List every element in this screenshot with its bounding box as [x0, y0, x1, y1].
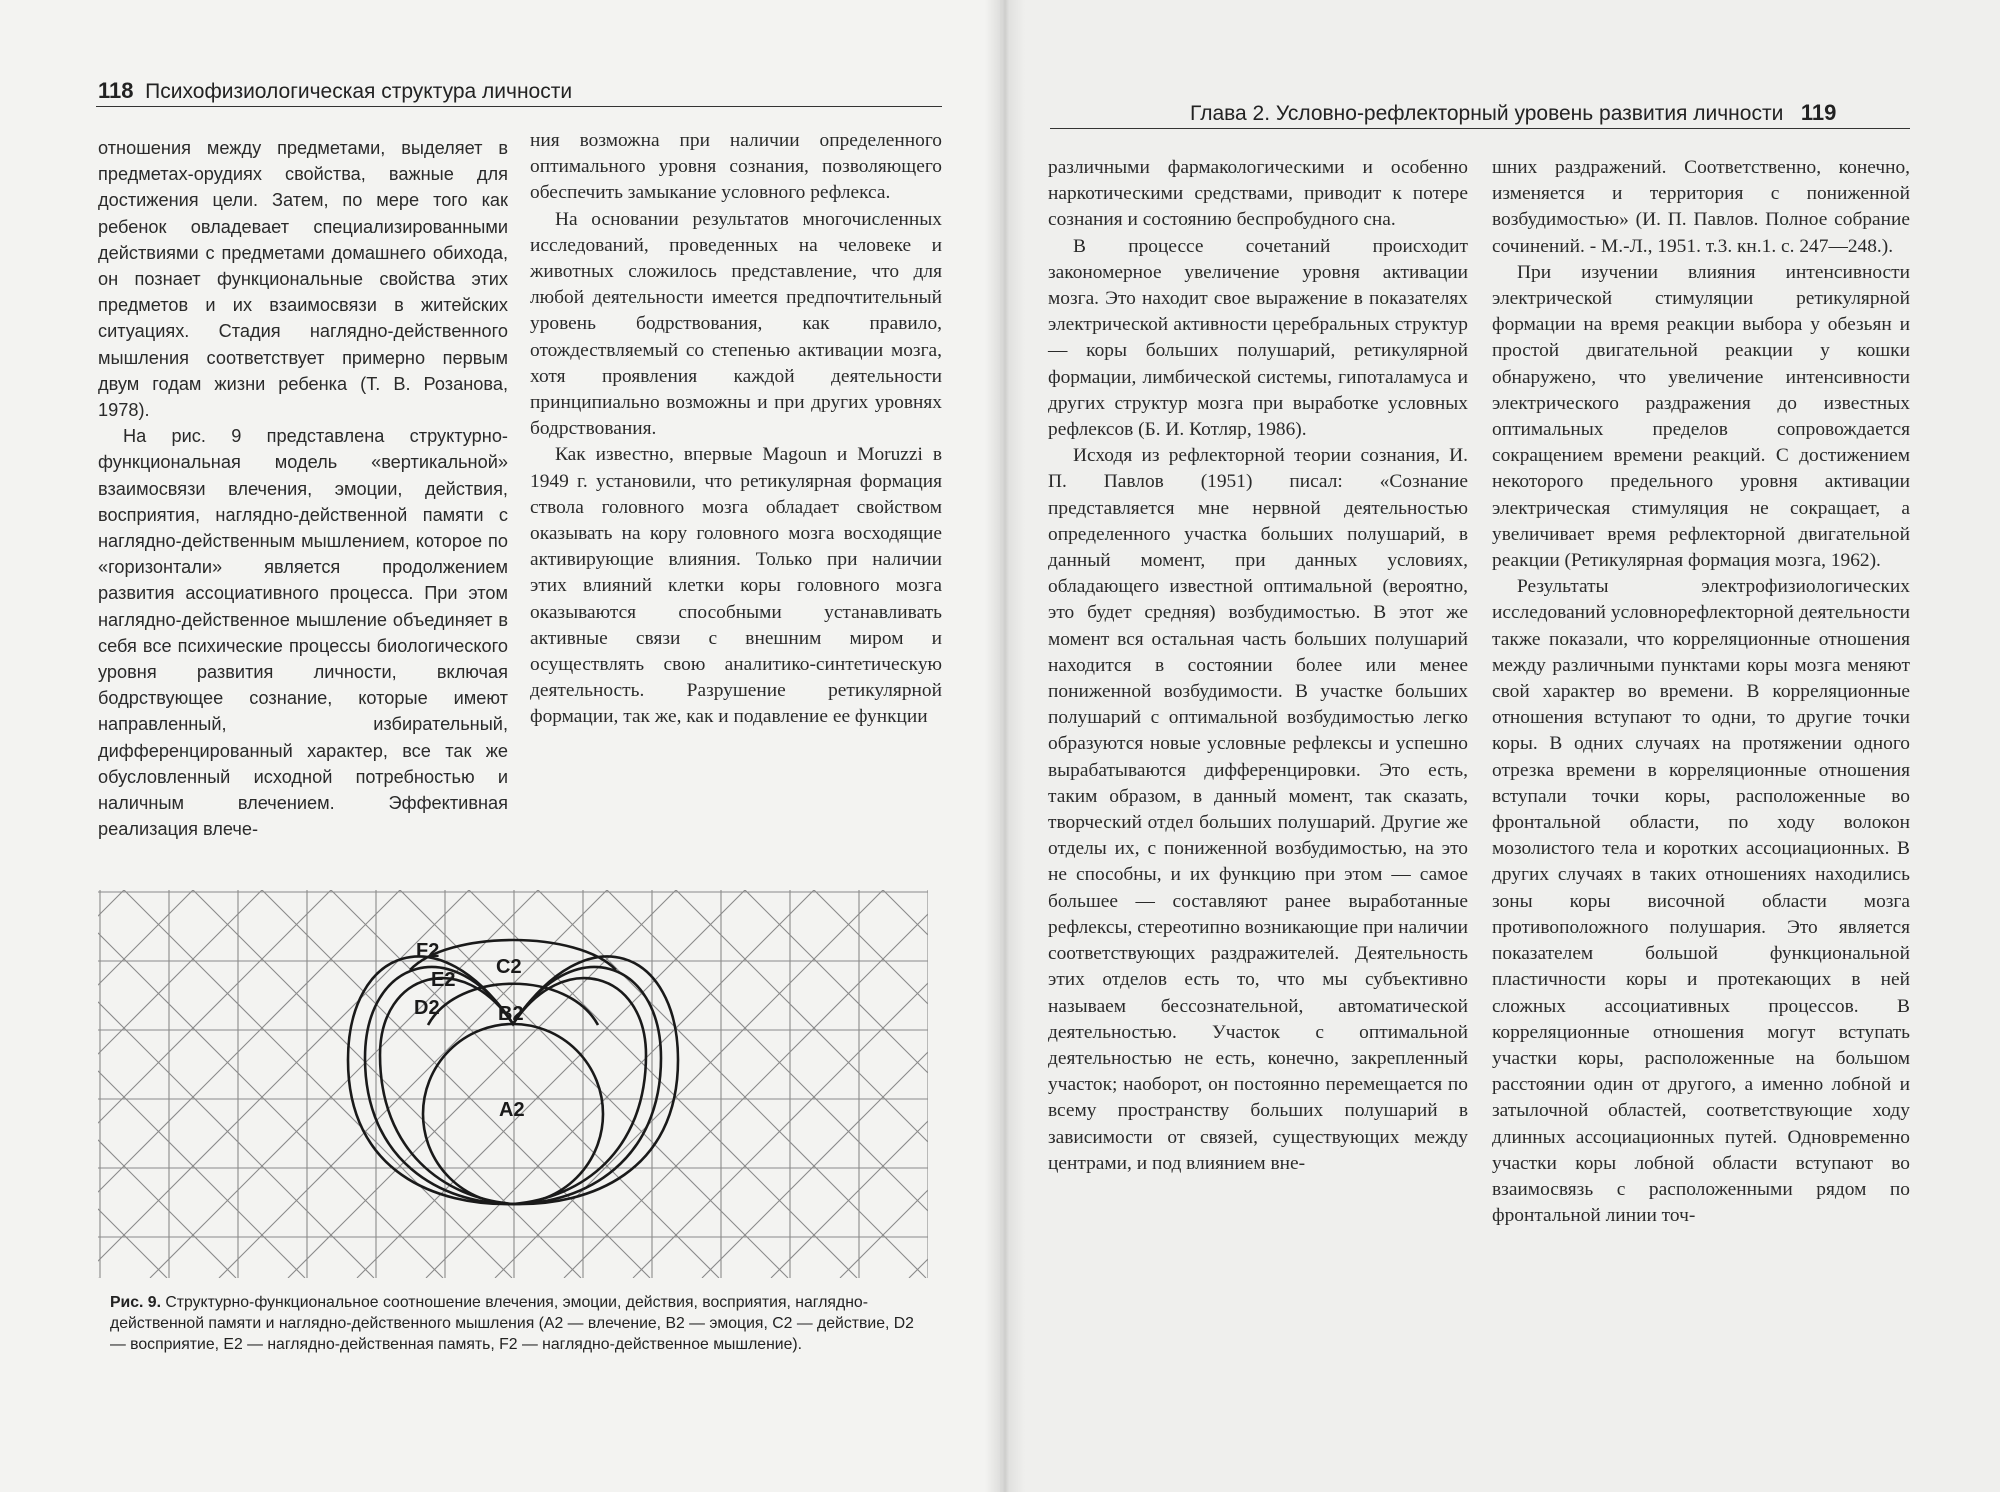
- book-gutter: [985, 0, 1025, 1492]
- left-col2-paragraph: Как известно, впервые Magoun и Moruzzi в 1949 г. установили, что ретикулярная формация ствола головного мозга обладает свойством оказывать на кору головного мозга восходящие активирующие влияния. Только при наличии этих влияний клетки коры головного мозга оказываются способными устанавливать активные связи с внешним миром и осуществлять свою аналитико-синтетическую деятельность. Разрушение ретикулярной формации, так же, как и подавление ее функции: [530, 444, 942, 728]
- label-b2: B2: [498, 1003, 524, 1025]
- left-col1-paragraph: На рис. 9 представлена структурно-функциональная модель «вертикальной» взаимосвязи влечения, эмоции, действия, восприятия, наглядно-действенной памяти с наглядно-действенным мышлением, которое по «горизонтали» является продолжением развития ассоциативного процесса. При этом наглядно-действенное мышление объединяет в себя все психические процессы биологического уровня развития личности, включая бодрствующее сознание, которые имеют направленный, избирательный, дифференцированный характер, все так же обусловленный исходной потребностью и наличным влечением. Эффективная реализация влече-: [98, 426, 508, 840]
- left-col1-paragraph: отношения между предметами, выделяет в предметах-орудиях свойства, важные для достижения цели. Затем, по мере того как ребенок овладевает специализированными действиями с предметами домашнего обихода, он познает функциональные свойства этих предметов и их взаимосвязи в житейских ситуациях. Стадия наглядно-действенного мышления соответствует примерно первым двум годам жизни ребенка (Т. В. Розанова, 1978).: [98, 138, 508, 421]
- label-d2: D2: [414, 997, 440, 1019]
- label-e2: E2: [431, 969, 456, 991]
- right-header-title: Глава 2. Условно-рефлекторный уровень развития личности: [1190, 102, 1784, 125]
- left-col2-paragraph: На основании результатов многочисленных исследований, проведенных на человеке и животных сложилось представление, что для любой деятельности имеется предпочтительный уровень бодрствования, как правило, отождествляемый со степенью активации мозга, хотя проявления каждой деятельности принципиально возможны и при других уровнях бодрствования.: [530, 208, 942, 440]
- right-col1-paragraph: различными фармакологическими и особенно наркотическими средствами, приводит к потере сознания и состоянию беспробудного сна.: [1048, 157, 1468, 231]
- right-header-rule: [1050, 128, 1910, 129]
- right-col2-paragraph: шних раздражений. Соответственно, конечно, изменяется и территория с пониженной возбудимостью» (И. П. Павлов. Полное собрание сочинений. - М.-Л., 1951. т.3. кн.1. с. 247—248.).: [1492, 157, 1910, 257]
- label-a2: A2: [499, 1099, 525, 1121]
- left-column-1: [98, 135, 508, 842]
- left-header-rule: [96, 106, 942, 107]
- right-page-number: 119: [1800, 100, 1837, 125]
- right-col1-paragraph: Исходя из рефлекторной теории сознания, И. П. Павлов (1951) писал: «Сознание представляется мне нервной деятельностью определенного участка больших полушарий, в данный момент, при данных условиях, обладающего известной оптимальной (вероятно, это будет средняя) возбудимостью. В этот же момент вся остальная часть больших полушарий находится в состоянии более или менее пониженной возбудимости. В участке больших полушарий с оптимальной возбудимостью легко образуются новые условные рефлексы и успешно вырабатываются дифференцировки. Это есть, таким образом, в данный момент, так сказать, творческий отдел больших полушарий. Другие же отделы их, с пониженной возбудимостью, на это не способны, и их функцию при этом — самое большее — составляют ранее выработанные рефлексы, стереотипно возникающие при наличии соответствующих раздражителей. Деятельность этих отделов есть то, что мы субъективно называем бессознательной, автоматической деятельностью. Участок с оптимальной деятельностью не есть, конечно, закрепленный участок; наоборот, он постоянно перемещается по всему пространству больших полушарий в зависимости от связей, существующих между центрами, и под влиянием вне-: [1048, 445, 1468, 1174]
- figure-caption-text: Структурно-функциональное соотношение влечения, эмоции, действия, восприятия, наглядно-действенной памяти и наглядно-действенного мышления (A2 — влечение, B2 — эмоция, C2 — действие, D2 — восприятие, E2 — наглядно-действенная память, F2 — наглядно-действенное мышление).: [110, 1294, 914, 1353]
- right-column-1: [1048, 155, 1468, 1177]
- right-col2-paragraph: При изучении влияния интенсивности электрической стимуляции ретикулярной формации на время реакции выбора у обезьян и простой двигательной реакции у кошки обнаружено, что увеличение интенсивности электрического раздражения до известных оптимальных пределов сопровождается сокращением времени реакций. С достижением некоторого предельного уровня активации электрическая стимуляция не сокращает, а увеличивает время рефлекторной двигательной реакции (Ретикулярная формация мозга, 1962).: [1492, 261, 1910, 572]
- right-column-2: [1492, 155, 1910, 1229]
- right-running-header: [1190, 100, 1836, 126]
- right-col1-paragraph: В процессе сочетаний происходит закономерное увеличение уровня активации мозга. Это находит свое выражение в показателях электрической активности церебральных структур — коры больших полушарий, ретикулярной формации, лимбической системы, гипоталамуса и других структур мозга при выработке условных рефлексов (Б. И. Котляр, 1986).: [1048, 235, 1468, 441]
- right-page: [1000, 0, 2000, 1492]
- left-column-2: [530, 128, 942, 731]
- left-running-header: [98, 78, 572, 104]
- lobes-f2: [348, 956, 678, 1204]
- left-page-number: 118: [98, 78, 134, 103]
- left-header-title: Психофизиологическая структура личности: [145, 80, 573, 103]
- figure-caption-label: Рис. 9.: [110, 1294, 161, 1311]
- figure-caption: [110, 1292, 925, 1355]
- left-col2-paragraph: ния возможна при наличии определенного оптимального уровня сознания, позволяющего обеспечить замыкание условного рефлекса.: [530, 130, 942, 204]
- label-f2: F2: [416, 940, 440, 962]
- label-c2: C2: [496, 956, 522, 978]
- figure-9-diagram: [98, 890, 928, 1278]
- figure-grid: [98, 890, 928, 1278]
- right-col2-paragraph: Результаты электрофизиологических исследований условнорефлекторной деятельности также показали, что корреляционные отношения между различными пунктами коры мозга меняют свой характер во времени. В корреляционные отношения вступают то одни, то другие точки коры. В одних случаях на протяжении одного отрезка времени в корреляционные отношения вступали точки коры, расположенные во фронтальной области, по ходу волокон мозолистого тела и коротких ассоциационных. В других случаях в таких отношениях находились зоны коры височной области мозга противоположного полушария. Это является показателем большой функциональной пластичности коры и протекающих в ней сложных ассоциативных процессов. В корреляционные отношения могут вступать участки коры, расположенные на большом расстоянии один от другого, а именно лобной и затылочной областей, соответствующие ходу длинных ассоциационных путей. Одновременно участки коры лобной области вступают во взаимосвязь с расположенными рядом по фронтальной линии точ-: [1492, 576, 1910, 1227]
